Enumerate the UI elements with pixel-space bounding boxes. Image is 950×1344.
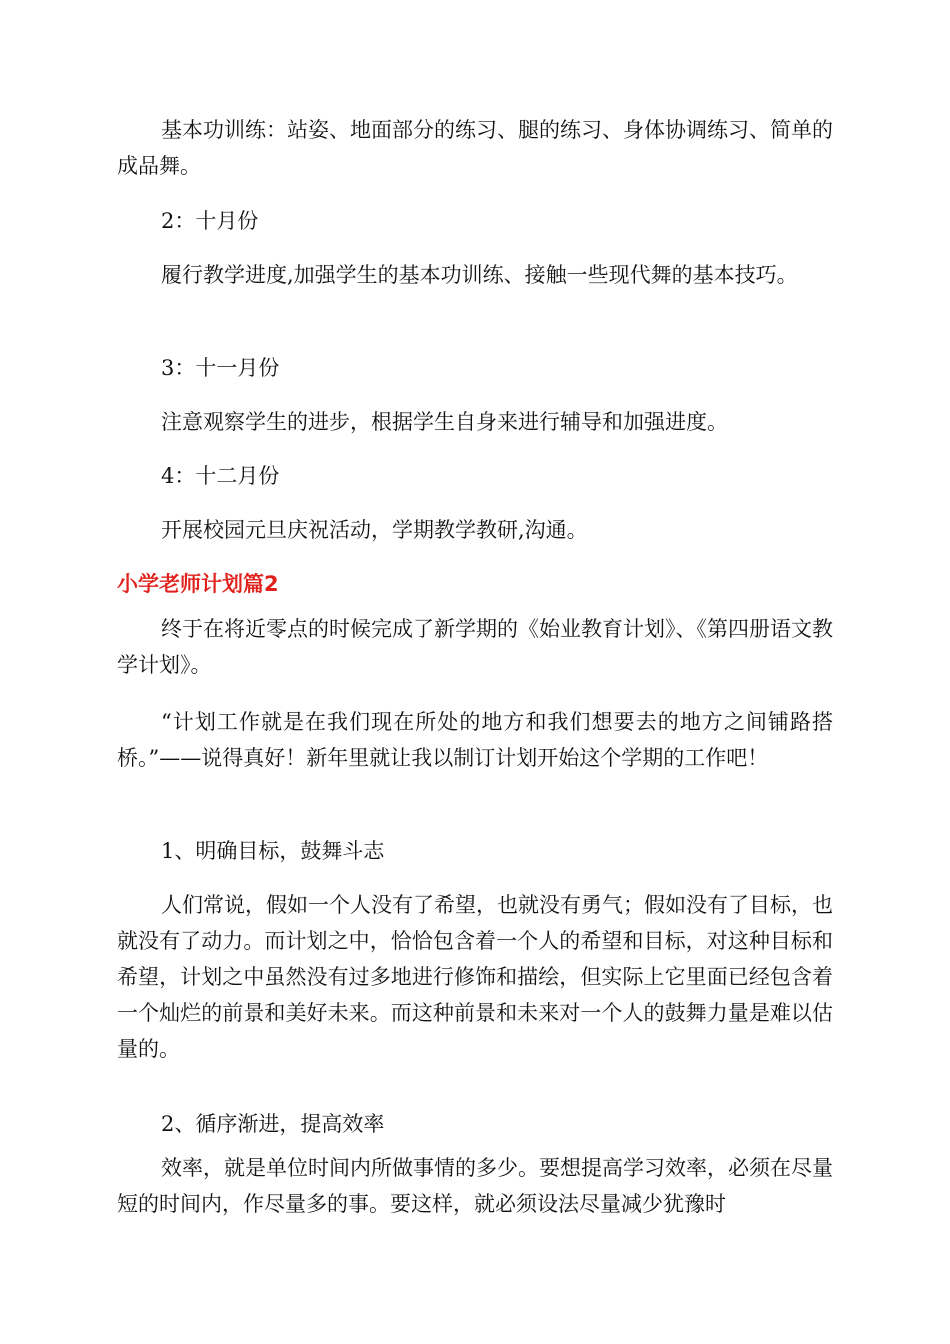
paragraph-quote: “计划工作就是在我们现在所处的地方和我们想要去的地方之间铺路搭桥。”——说得真好！新年里就让我以制订计划开始这个学期的工作吧！	[117, 710, 833, 770]
paragraph-october-content: 履行教学进度,加强学生的基本功训练、接触一些现代舞的基本技巧。	[161, 263, 798, 287]
subheading-goals: 1、明确目标，鼓舞斗志	[161, 839, 385, 863]
paragraph-november-content: 注意观察学生的进步，根据学生自身来进行辅导和加强进度。	[161, 410, 728, 434]
paragraph-december-content: 开展校园元旦庆祝活动，学期教学教研,沟通。	[161, 518, 588, 542]
paragraph-intro: 终于在将近零点的时候完成了新学期的《始业教育计划》、《第四册语文教学计划》。	[117, 617, 833, 677]
paragraph-goals-content: 人们常说，假如一个人没有了希望，也就没有勇气；假如没有了目标，也就没有了动力。而计划之中，恰恰包含着一个人的希望和目标，对这种目标和希望，计划之中虽然没有过多地进行修饰和描绘，但实际上它里面已经包含着一个灿烂的前景和美好未来。而这种前景和未来对一个人的鼓舞力量是难以估量的。	[117, 893, 833, 1061]
subheading-efficiency: 2、循序渐进，提高效率	[161, 1112, 385, 1136]
section-heading: 小学老师计划篇2	[117, 572, 279, 596]
paragraph-december: 4：十二月份	[161, 464, 280, 488]
paragraph-november: 3：十一月份	[161, 356, 280, 380]
paragraph-basic-training: 基本功训练：站姿、地面部分的练习、腿的练习、身体协调练习、简单的成品舞。	[117, 118, 833, 178]
paragraph-efficiency-content: 效率，就是单位时间内所做事情的多少。要想提高学习效率，必须在尽量短的时间内，作尽量多的事。要这样，就必须设法尽量减少犹豫时	[117, 1156, 833, 1216]
paragraph-october: 2：十月份	[161, 209, 259, 233]
